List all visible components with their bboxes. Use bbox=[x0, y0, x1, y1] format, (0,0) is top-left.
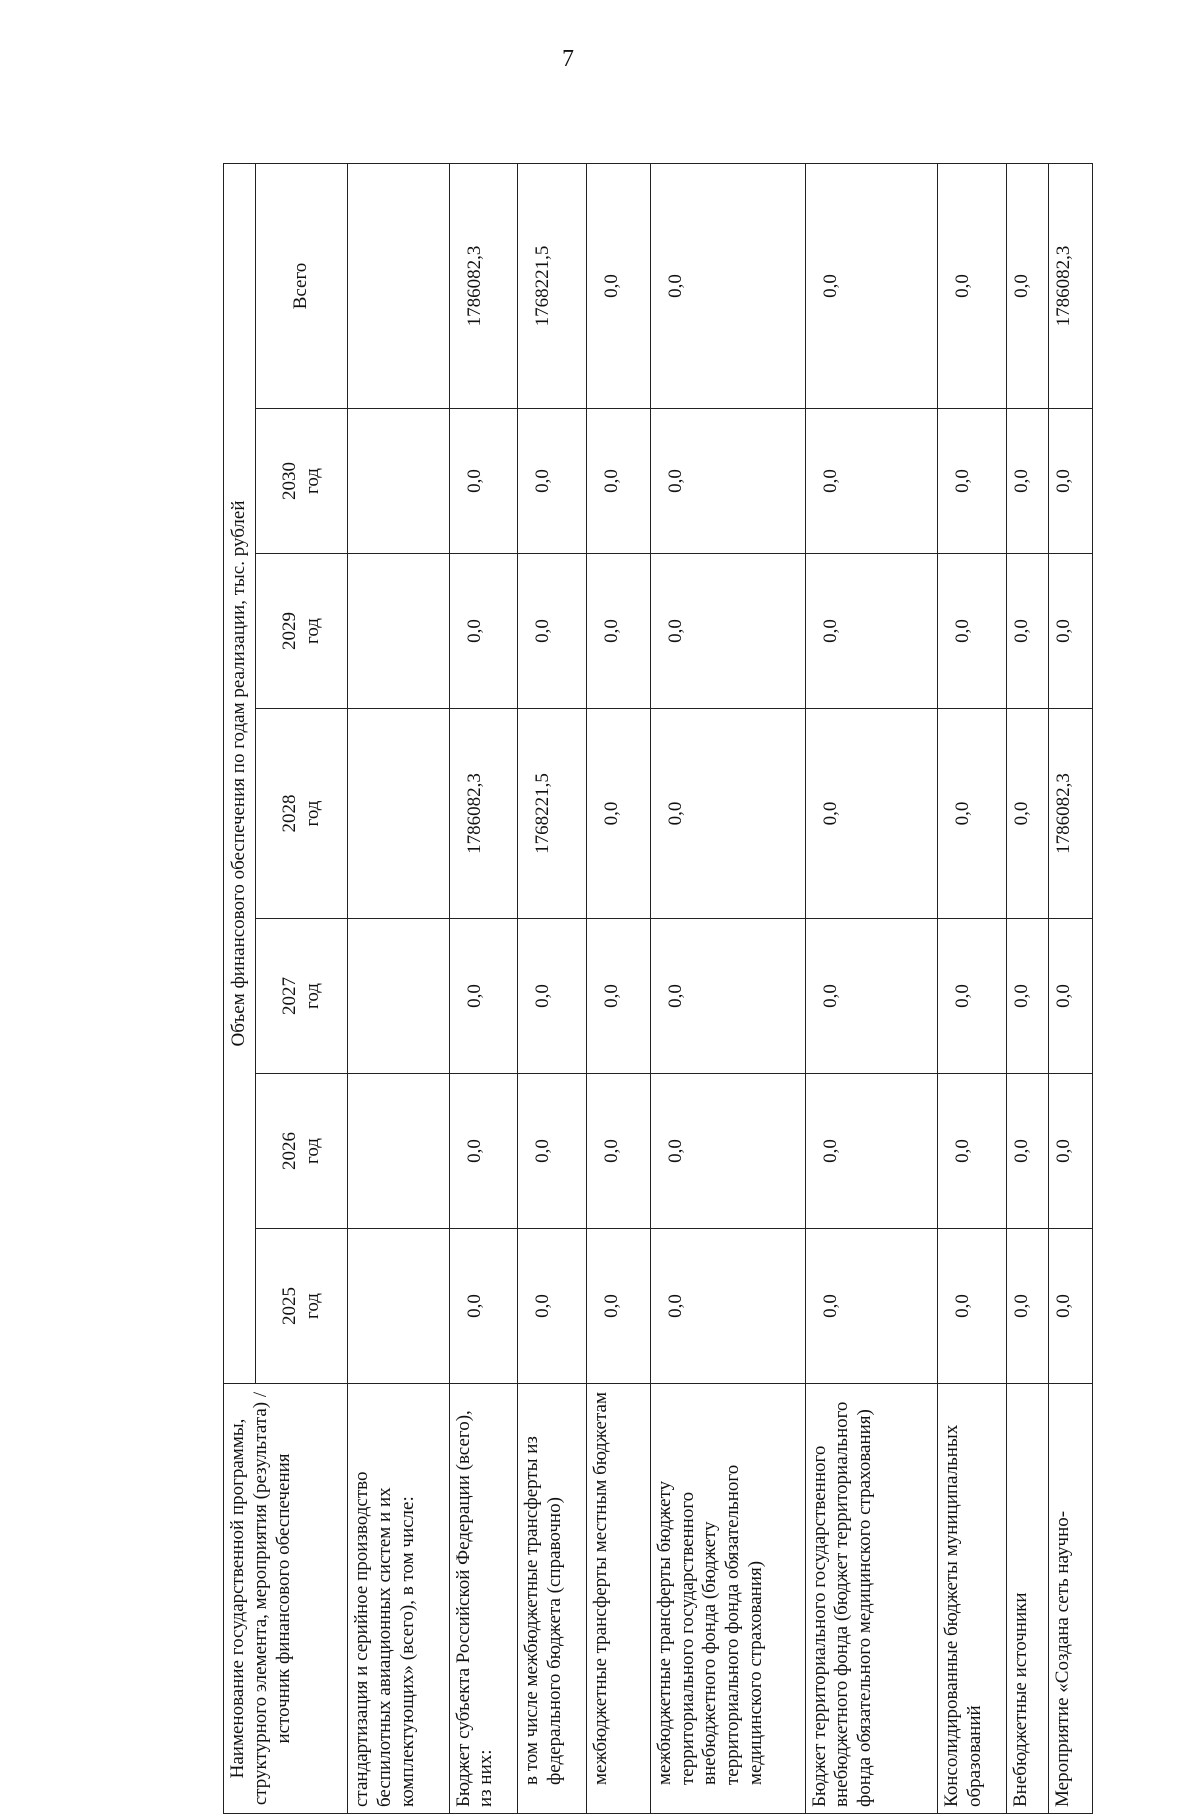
row-label: в том числе межбюджетные трансферты из федерального бюджета (справочно) bbox=[518, 1384, 587, 1814]
cell-value: 0,0 bbox=[650, 163, 805, 408]
cell-value: 0,0 bbox=[1048, 1229, 1092, 1384]
cell-value: 0,0 bbox=[938, 163, 1007, 408]
row-label: Консолидированные бюджеты муниципальных образований bbox=[938, 1384, 1007, 1814]
table-row bbox=[805, 163, 938, 1813]
cell-value: 0,0 bbox=[650, 1229, 805, 1384]
financing-table bbox=[223, 163, 1093, 1814]
cell-value: 0,0 bbox=[805, 1074, 938, 1229]
table-row bbox=[938, 163, 1007, 1813]
header-year-2029: 2029 год bbox=[256, 554, 348, 709]
cell-value: 0,0 bbox=[518, 919, 587, 1074]
cell-value: 0,0 bbox=[1048, 409, 1092, 554]
cell-value: 0,0 bbox=[449, 409, 518, 554]
header-year-2026: 2026 год bbox=[256, 1074, 348, 1229]
rotated-table-canvas bbox=[223, 164, 1093, 1814]
row-label: Бюджет субъекта Российской Федерации (всего), из них: bbox=[449, 1384, 518, 1814]
cell-value: 0,0 bbox=[938, 1074, 1007, 1229]
row-label: межбюджетные трансферты местным бюджетам bbox=[586, 1384, 650, 1814]
cell-value: 0,0 bbox=[938, 1229, 1007, 1384]
header-year-2030: 2030 год bbox=[256, 409, 348, 554]
cell-value: 0,0 bbox=[586, 409, 650, 554]
cell-value bbox=[348, 919, 450, 1074]
header-year-2025: 2025 год bbox=[256, 1229, 348, 1384]
page-number: 7 bbox=[562, 46, 574, 72]
row-label: стандартизация и серийное производство беспилотных авиационных систем и их комплектующих» (всего), в том числе: bbox=[348, 1384, 450, 1814]
cell-value: 0,0 bbox=[518, 1074, 587, 1229]
cell-value: 0,0 bbox=[805, 554, 938, 709]
table-row bbox=[1048, 163, 1092, 1813]
cell-value: 0,0 bbox=[1006, 409, 1048, 554]
cell-value: 1786082,3 bbox=[1048, 709, 1092, 919]
cell-value bbox=[348, 1229, 450, 1384]
cell-value: 0,0 bbox=[650, 919, 805, 1074]
header-year-2027: 2027 год bbox=[256, 919, 348, 1074]
cell-value: 0,0 bbox=[1006, 1074, 1048, 1229]
cell-value: 0,0 bbox=[449, 1074, 518, 1229]
cell-value: 1768221,5 bbox=[518, 709, 587, 919]
header-year-2028: 2028 год bbox=[256, 709, 348, 919]
cell-value: 0,0 bbox=[518, 554, 587, 709]
cell-value: 0,0 bbox=[1006, 709, 1048, 919]
cell-value bbox=[348, 554, 450, 709]
header-financing-group: Объем финансового обеспечения по годам реализации, тыс. рублей bbox=[224, 163, 256, 1383]
cell-value: 0,0 bbox=[1006, 919, 1048, 1074]
cell-value: 0,0 bbox=[586, 163, 650, 408]
cell-value: 0,0 bbox=[938, 709, 1007, 919]
table-row bbox=[518, 163, 587, 1813]
cell-value: 0,0 bbox=[586, 919, 650, 1074]
cell-value: 0,0 bbox=[1048, 1074, 1092, 1229]
cell-value: 0,0 bbox=[650, 554, 805, 709]
row-label: межбюджетные трансферты бюджету территориального государственного внебюджетного фонда (бюджету территориального фонда обязательного медицинского страхования) bbox=[650, 1384, 805, 1814]
cell-value: 0,0 bbox=[938, 554, 1007, 709]
cell-value bbox=[348, 163, 450, 408]
cell-value: 0,0 bbox=[1006, 163, 1048, 408]
cell-value: 0,0 bbox=[1006, 554, 1048, 709]
cell-value: 0,0 bbox=[586, 709, 650, 919]
cell-value: 0,0 bbox=[518, 1229, 587, 1384]
cell-value: 1786082,3 bbox=[1048, 163, 1092, 408]
cell-value: 0,0 bbox=[449, 554, 518, 709]
cell-value: 0,0 bbox=[586, 1074, 650, 1229]
cell-value bbox=[348, 1074, 450, 1229]
table-row bbox=[449, 163, 518, 1813]
row-label: Мероприятие «Создана сеть научно- bbox=[1048, 1384, 1092, 1814]
cell-value: 0,0 bbox=[1048, 919, 1092, 1074]
cell-value bbox=[348, 409, 450, 554]
table-row bbox=[1006, 163, 1048, 1813]
cell-value: 0,0 bbox=[449, 919, 518, 1074]
header-name-column: Наименование государственной программы, структурного элемента, мероприятия (результата) / источник финансового обеспечения bbox=[224, 1384, 348, 1814]
cell-value: 0,0 bbox=[805, 709, 938, 919]
cell-value: 0,0 bbox=[1048, 554, 1092, 709]
row-label: Бюджет территориального государственного внебюджетного фонда (бюджет территориального фонда обязательного медицинского страхования) bbox=[805, 1384, 938, 1814]
cell-value: 0,0 bbox=[586, 554, 650, 709]
cell-value: 0,0 bbox=[449, 1229, 518, 1384]
cell-value: 1768221,5 bbox=[518, 163, 587, 408]
header-total: Всего bbox=[256, 163, 348, 408]
row-label: Внебюджетные источники bbox=[1006, 1384, 1048, 1814]
table-row bbox=[348, 163, 450, 1813]
cell-value: 1786082,3 bbox=[449, 709, 518, 919]
cell-value: 0,0 bbox=[938, 919, 1007, 1074]
table-row bbox=[650, 163, 805, 1813]
cell-value: 0,0 bbox=[650, 709, 805, 919]
cell-value: 0,0 bbox=[518, 409, 587, 554]
cell-value: 0,0 bbox=[650, 409, 805, 554]
cell-value: 0,0 bbox=[805, 163, 938, 408]
cell-value: 0,0 bbox=[650, 1074, 805, 1229]
cell-value: 1786082,3 bbox=[449, 163, 518, 408]
cell-value bbox=[348, 709, 450, 919]
rotated-table-frame bbox=[223, 164, 1093, 1814]
cell-value: 0,0 bbox=[805, 1229, 938, 1384]
cell-value: 0,0 bbox=[586, 1229, 650, 1384]
cell-value: 0,0 bbox=[805, 409, 938, 554]
table-row bbox=[586, 163, 650, 1813]
cell-value: 0,0 bbox=[805, 919, 938, 1074]
cell-value: 0,0 bbox=[938, 409, 1007, 554]
cell-value: 0,0 bbox=[1006, 1229, 1048, 1384]
